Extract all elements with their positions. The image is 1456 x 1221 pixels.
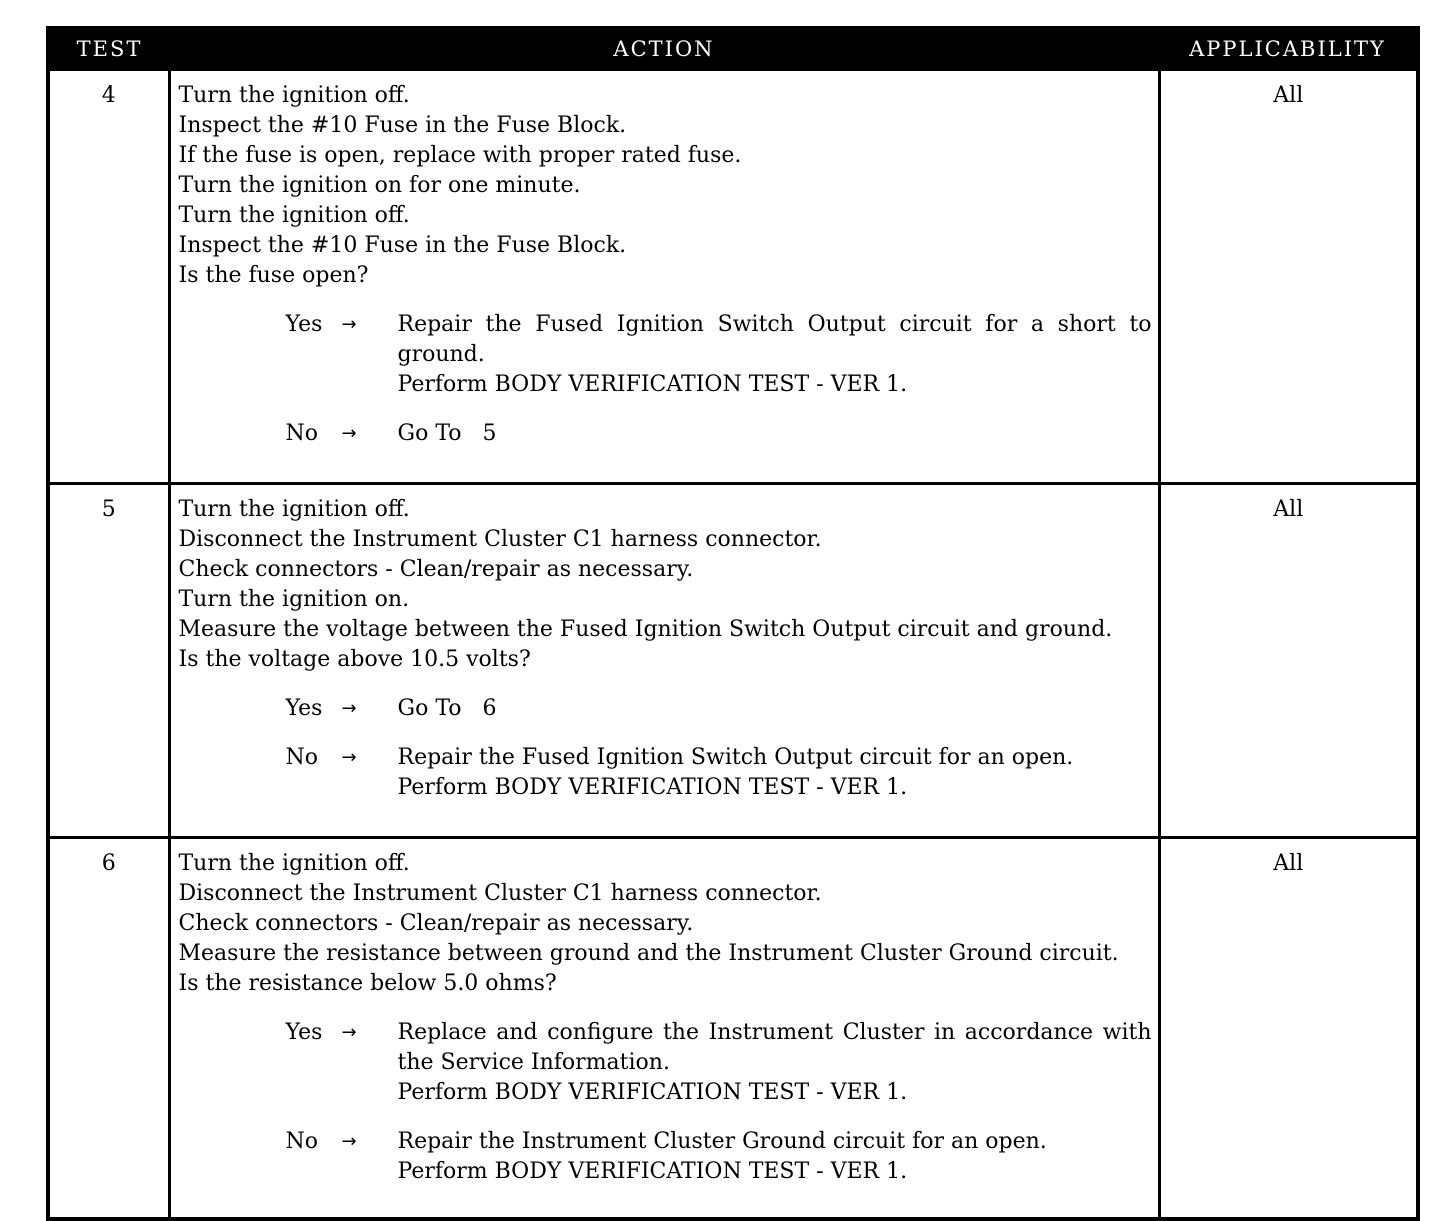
arrow-right-icon: →	[341, 698, 357, 719]
table-body	[48, 70, 1418, 1220]
header-applicability: APPLICABILITY	[1159, 28, 1418, 70]
arrow-right-icon: →	[341, 1131, 357, 1152]
answer-label: No	[285, 421, 318, 446]
result-line: Perform BODY VERIFICATION TEST - VER 1.	[397, 372, 908, 397]
action-cell	[169, 484, 1159, 838]
applicability-value: All	[1159, 70, 1418, 484]
test-number: 6	[48, 838, 169, 1220]
action-cell	[169, 838, 1159, 1220]
outcome-result	[398, 310, 1152, 400]
table-row	[48, 484, 1418, 838]
result-line: Repair the Instrument Cluster Ground circuit for an open.	[397, 1129, 1047, 1154]
outcome-no	[286, 1127, 1152, 1187]
test-number: 5	[48, 484, 169, 838]
result-line: Perform BODY VERIFICATION TEST - VER 1.	[397, 1080, 908, 1105]
outcome-no	[286, 743, 1152, 803]
action-step: Check connectors - Clean/repair as necessary.	[178, 557, 694, 582]
action-step: If the fuse is open, replace with proper rated fuse.	[178, 143, 742, 168]
action-question: Is the resistance below 5.0 ohms?	[178, 971, 557, 996]
diagnostic-page	[46, 26, 1416, 1221]
arrow-right-icon: →	[341, 1022, 357, 1043]
applicability-value: All	[1159, 484, 1418, 838]
header-action: ACTION	[169, 28, 1159, 70]
action-step: Turn the ignition on.	[178, 587, 410, 612]
action-step: Measure the resistance between ground and the Instrument Cluster Ground circuit.	[178, 941, 1119, 966]
action-step: Turn the ignition off.	[178, 83, 410, 108]
action-step: Inspect the #10 Fuse in the Fuse Block.	[178, 113, 627, 138]
outcome-result	[398, 1127, 1152, 1187]
action-step: Turn the ignition on for one minute.	[178, 173, 581, 198]
outcome-result	[398, 694, 1152, 724]
diagnostic-table	[46, 26, 1420, 1221]
action-step: Disconnect the Instrument Cluster C1 harness connector.	[178, 881, 822, 906]
header-row	[48, 28, 1418, 70]
table-row	[48, 70, 1418, 484]
outcome-result	[398, 743, 1152, 803]
action-question: Is the voltage above 10.5 volts?	[178, 647, 531, 672]
outcome-no	[286, 419, 1152, 449]
arrow-right-icon: →	[341, 747, 357, 768]
action-step: Measure the voltage between the Fused Ignition Switch Output circuit and ground.	[178, 617, 1113, 642]
result-line: Replace and configure the Instrument Cluster in accordance with the Service Information.	[397, 1020, 1152, 1075]
result-line: Perform BODY VERIFICATION TEST - VER 1.	[397, 775, 908, 800]
result-line: Repair the Fused Ignition Switch Output circuit for an open.	[397, 745, 1074, 770]
action-cell	[169, 70, 1159, 484]
table-header	[48, 28, 1418, 70]
action-step: Inspect the #10 Fuse in the Fuse Block.	[178, 233, 627, 258]
action-step: Turn the ignition off.	[178, 203, 410, 228]
arrow-right-icon: →	[341, 423, 357, 444]
table-row	[48, 838, 1418, 1220]
outcome-yes	[286, 310, 1152, 400]
outcome-result	[398, 419, 1152, 449]
outcome-yes	[286, 1018, 1152, 1108]
arrow-right-icon: →	[341, 314, 357, 335]
answer-label: No	[285, 745, 318, 770]
result-line: Go To 6	[397, 696, 497, 721]
result-line: Perform BODY VERIFICATION TEST - VER 1.	[397, 1159, 908, 1184]
result-line: Repair the Fused Ignition Switch Output circuit for a short to ground.	[397, 312, 1152, 367]
outcome-yes	[286, 694, 1152, 724]
outcome-result	[398, 1018, 1152, 1108]
action-step: Check connectors - Clean/repair as necessary.	[178, 911, 694, 936]
action-question: Is the fuse open?	[178, 263, 369, 288]
result-line: Go To 5	[397, 421, 497, 446]
action-step: Turn the ignition off.	[178, 851, 410, 876]
test-number: 4	[48, 70, 169, 484]
answer-label: No	[285, 1129, 318, 1154]
action-step: Turn the ignition off.	[178, 497, 410, 522]
answer-label: Yes	[285, 312, 323, 337]
header-test: TEST	[48, 28, 169, 70]
action-step: Disconnect the Instrument Cluster C1 harness connector.	[178, 527, 822, 552]
applicability-value: All	[1159, 838, 1418, 1220]
answer-label: Yes	[285, 696, 323, 721]
answer-label: Yes	[285, 1020, 323, 1045]
